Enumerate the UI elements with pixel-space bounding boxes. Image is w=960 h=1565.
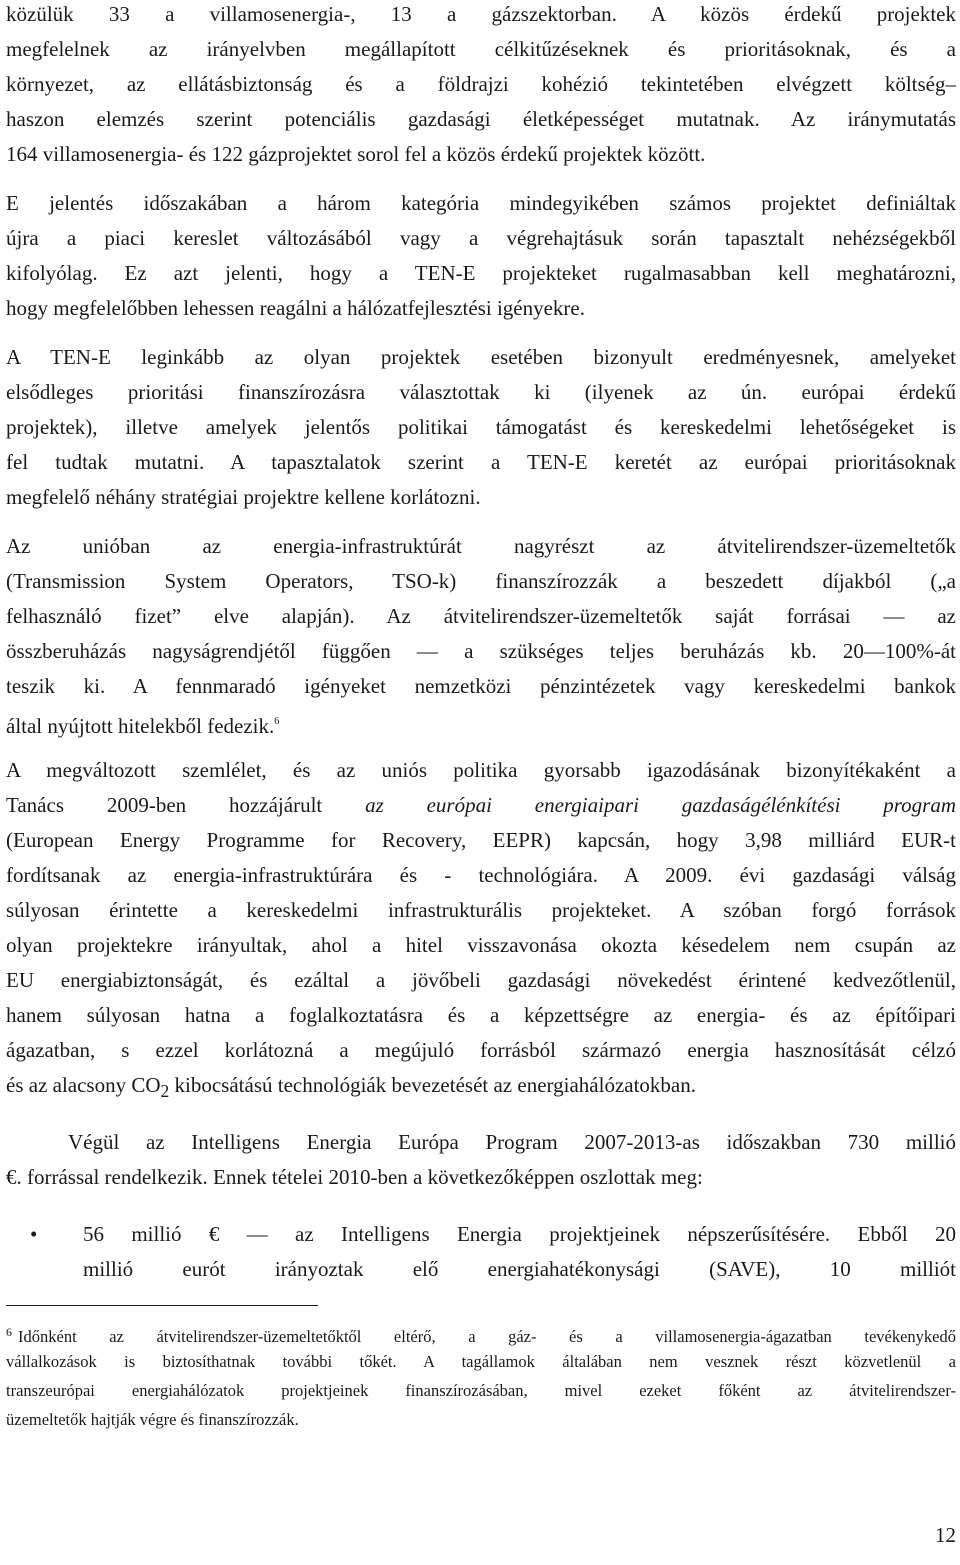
paragraph-2 (6, 186, 956, 326)
text-line: megfelelnek az irányelvben megállapított célkitűzéseknek és prioritásoknak, és a (6, 37, 956, 61)
footnote-line: vállalkozások is biztosíthatnak további tőkét. A tagállamok általában nem vesznek részt közvetlenül a (6, 1352, 956, 1371)
text-line: hanem súlyosan hatna a foglalkoztatásra és a képzettségre az energia- és az építőipari (6, 1003, 956, 1027)
text-span: Időnként az átvitelirendszer-üzemeltetőktől eltérő, a gáz- és a villamosenergia-ágazatban tevékenykedő (18, 1327, 956, 1346)
paragraph-5 (6, 753, 956, 1103)
text-line (6, 788, 956, 823)
text-line: közülük 33 a villamosenergia-, 13 a gázszektorban. A közös érdekű projektek (6, 2, 956, 26)
page-number: 12 (935, 1523, 956, 1547)
text-line: Végül az Intelligens Energia Európa Program 2007-2013-as időszakban 730 millió (68, 1130, 956, 1154)
footnote-marker: 6 (6, 1325, 12, 1339)
footnote-line (6, 1318, 956, 1347)
text-span: és az alacsony CO (6, 1073, 161, 1097)
text-line (6, 1068, 956, 1103)
text-line: A TEN-E leginkább az olyan projektek esetében bizonyult eredményesnek, amelyeket (6, 345, 956, 369)
list-item (6, 1217, 956, 1287)
text-line: felhasználó fizet” elve alapján). Az átvitelirendszer-üzemeltetők saját forrásai — az (6, 604, 956, 628)
text-line: környezet, az ellátásbiztonság és a földrajzi kohézió tekintetében elvégzett költség– (6, 72, 956, 96)
text-line: ágazatban, s ezzel korlátozná a megújuló forrásból származó energia hasznosítását célzó (6, 1038, 956, 1062)
subscript: 2 (160, 1081, 170, 1102)
text-line: Az unióban az energia-infrastruktúrát nagyrészt az átvitelirendszer-üzemeltetők (6, 534, 956, 558)
text-line: megfelelő néhány stratégiai projektre kellene korlátozni. (6, 485, 481, 509)
text-line: 164 villamosenergia- és 122 gázprojektet sorol fel a közös érdekű projektek között. (6, 142, 706, 166)
text-line: (Transmission System Operators, TSO-k) finanszírozzák a beszedett díjakból („a (6, 569, 956, 593)
text-line: teszik ki. A fennmaradó igényeket nemzetközi pénzintézetek vagy kereskedelmi bankok (6, 674, 956, 698)
text-line: E jelentés időszakában a három kategória mindegyikében számos projektet definiáltak (6, 191, 956, 215)
text-line: olyan projektekre irányultak, ahol a hitel visszavonása okozta késedelem nem csupán az (6, 933, 956, 957)
footnote-line: üzemeltetők hajtják végre és finanszírozzák. (6, 1410, 299, 1429)
text-span: kibocsátású technológiák bevezetését az energiahálózatokban. (169, 1073, 696, 1097)
text-line: millió eurót irányoztak elő energiahatékonysági (SAVE), 10 milliót (83, 1257, 956, 1281)
text-span: által nyújtott hitelekből fedezik. (6, 714, 275, 738)
text-line: 56 millió € — az Intelligens Energia projektjeinek népszerűsítésére. Ebből 20 (83, 1222, 956, 1246)
text-line: EU energiabiztonságát, és ezáltal a jövőbeli gazdasági növekedést érintené kedvezőtlenül, (6, 968, 956, 992)
paragraph-3 (6, 340, 956, 515)
paragraph-4 (6, 529, 956, 739)
text-line: elsődleges prioritási finanszírozásra választottak ki (ilyenek az ún. európai érdekű (6, 380, 956, 404)
text-line: fordítsanak az energia-infrastruktúrára és - technológiára. A 2009. évi gazdasági válság (6, 863, 956, 887)
text-line: hogy megfelelőbben lehessen reagálni a hálózatfejlesztési igényekre. (6, 296, 585, 320)
text-span: Tanács 2009-ben hozzájárult (6, 793, 323, 817)
text-line: újra a piaci kereslet változásából vagy a végrehajtásuk során tapasztalt nehézségekből (6, 226, 956, 250)
footnote (6, 1318, 956, 1434)
text-line: haszon elemzés szerint potenciális gazdasági életképességet mutatnak. Az iránymutatás (6, 107, 956, 131)
text-line: (European Energy Programme for Recovery, EEPR) kapcsán, hogy 3,98 milliárd EUR-t (6, 828, 956, 852)
paragraph-1 (6, 0, 956, 172)
text-line: €. forrással rendelkezik. Ennek tételei 2010-ben a következőképpen oszlottak meg: (6, 1165, 703, 1189)
footnote-line: transzeurópai energiahálózatok projektjeinek finanszírozásában, mivel ezeket főként az átvitelirendszer- (6, 1381, 956, 1400)
text-line (6, 704, 956, 739)
text-line: súlyosan érintette a kereskedelmi infrastrukturális projekteket. A szóban forgó források (6, 898, 956, 922)
bullet-icon: • (30, 1222, 38, 1246)
program-name-italic: az európai energiaipari gazdaságélénkítési program (365, 793, 957, 817)
text-line: összberuházás nagyságrendjétől függően — a szükséges teljes beruházás kb. 20—100%-át (6, 639, 956, 663)
text-line: kifolyólag. Ez azt jelenti, hogy a TEN-E projekteket rugalmasabban kell meghatározni, (6, 261, 956, 285)
footnote-reference[interactable]: 6 (274, 716, 280, 727)
footnote-divider (6, 1305, 318, 1306)
document-page (6, 0, 956, 1434)
paragraph-6 (6, 1125, 956, 1195)
text-line: fel tudtak mutatni. A tapasztalatok szerint a TEN-E keretét az európai prioritásoknak (6, 450, 956, 474)
text-line: A megváltozott szemlélet, és az uniós politika gyorsabb igazodásának bizonyítékaként a (6, 758, 956, 782)
text-line: projektek), illetve amelyek jelentős politikai támogatást és kereskedelmi lehetőségeket is (6, 415, 956, 439)
